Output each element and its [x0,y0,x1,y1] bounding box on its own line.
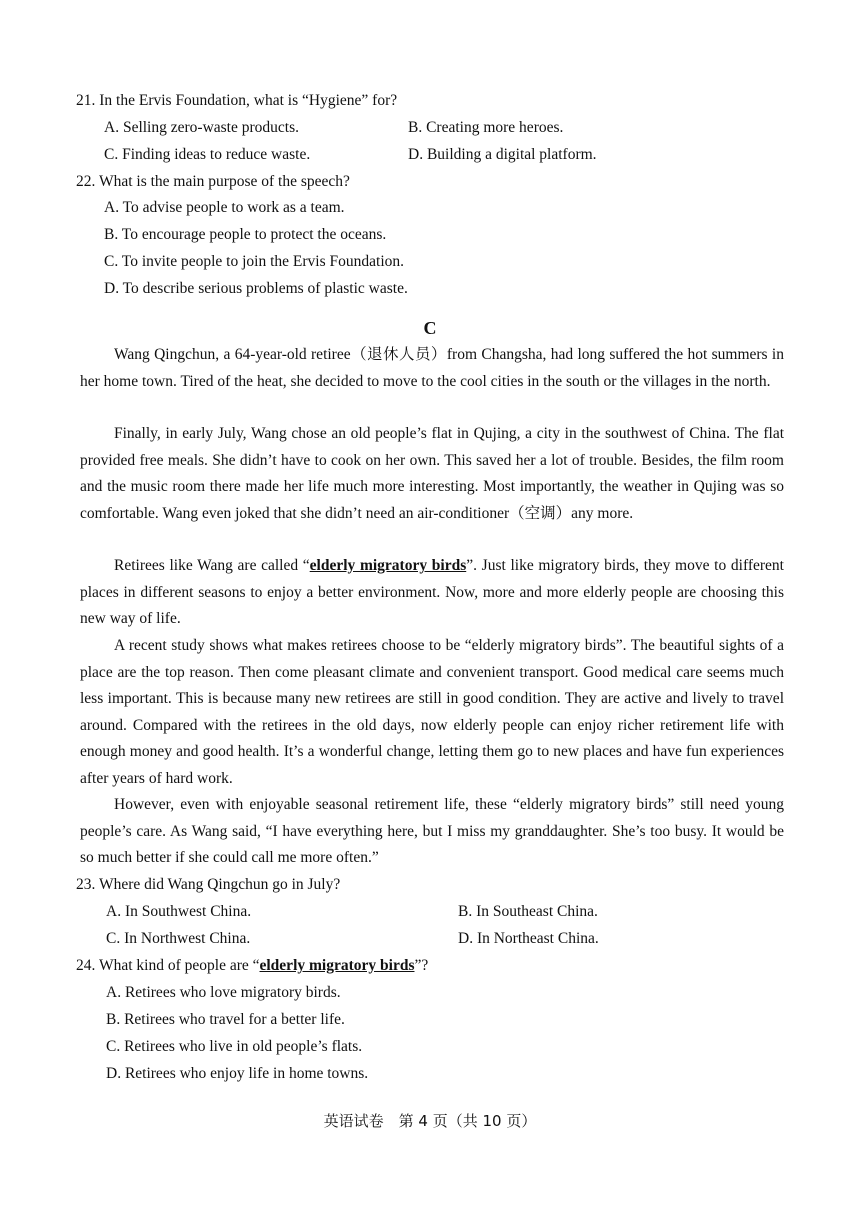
page-footer: 英语试卷 第 4 页（共 10 页） [323,1112,537,1130]
question-23-option-c: C. In Northwest China. [106,930,251,947]
passage-paragraph-4: A recent study shows what makes retirees choose to be “elderly migratory birds”. The beautiful sights of a place are the top reason. Then come pleasant climate and convenient transport. Good medical care seems much less important. This is because many new retirees are still in good condition. They are active and lively to travel around. Compared with the retirees in the old days, now elderly people can enjoy richer retirement life with enough money and good health. It’s a wonderful change, letting them go to new places and have fun experiences after years of hard work. [80,637,784,787]
passage-paragraph-5: However, even with enjoyable seasonal retirement life, these “elderly migratory birds” still need young people’s care. As Wang said, “I have everything here, but I miss my granddaughter. She’s too busy. It would be so much better if she could call me more often.” [80,796,784,866]
question-24-option-b: B. Retirees who travel for a better life. [106,1011,345,1028]
question-23-option-a: A. In Southwest China. [106,903,252,920]
question-24-stem-lead: 24. What kind of people are “ [76,957,260,974]
passage-paragraph-3 [80,553,784,633]
question-24-option-c: C. Retirees who live in old people’s flats. [106,1038,363,1055]
underlined-term: elderly migratory birds [309,557,467,574]
paragraph-3-lead: Retirees like Wang are called “ [114,557,310,574]
question-24-option-a: A. Retirees who love migratory birds. [106,984,341,1001]
question-21-stem: 21. In the Ervis Foundation, what is “Hygiene” for? [76,92,398,109]
section-heading: C [423,318,437,338]
question-23-option-b: B. In Southeast China. [458,903,598,920]
question-22-option-a: A. To advise people to work as a team. [104,199,345,216]
question-24-stem [76,956,428,976]
question-21-option-d: D. Building a digital platform. [408,146,597,163]
question-24-option-d: D. Retirees who enjoy life in home towns. [106,1065,369,1082]
question-22-option-c: C. To invite people to join the Ervis Foundation. [104,253,404,270]
question-23-stem: 23. Where did Wang Qingchun go in July? [76,876,341,893]
paragraph-3-rest: ”. Just like migratory birds, they move to different places in different seasons to enjoy a better environment. Now, more and more elderly people are choosing this new way of life. [80,557,784,627]
question-24-stem-end: ”? [414,957,429,974]
question-22-option-d: D. To describe serious problems of plastic waste. [104,280,408,297]
question-21-option-b: B. Creating more heroes. [408,119,564,136]
question-24-underlined-term: elderly migratory birds [259,957,415,974]
question-21-option-a: A. Selling zero-waste products. [104,119,299,136]
question-22-stem: 22. What is the main purpose of the speech? [76,173,350,190]
question-22-option-b: B. To encourage people to protect the oceans. [104,226,387,243]
passage-paragraph-2: Finally, in early July, Wang chose an old people’s flat in Qujing, a city in the southwest of China. The flat provided free meals. She didn’t have to cook on her own. This saved her a lot of trouble. Besides, the film room and the music room there made her life much more interesting. Most importantly, the weather in Qujing was so comfortable. Wang even joked that she didn’t need an air-conditioner（空调）any more. [80,425,784,522]
question-23-option-d: D. In Northeast China. [458,930,599,947]
passage-paragraph-1: Wang Qingchun, a 64-year-old retiree（退休人员）from Changsha, had long suffered the hot summers in her home town. Tired of the heat, she decided to move to the cool cities in the south or the villages in the north. [80,346,784,390]
question-21-option-c: C. Finding ideas to reduce waste. [104,146,311,163]
